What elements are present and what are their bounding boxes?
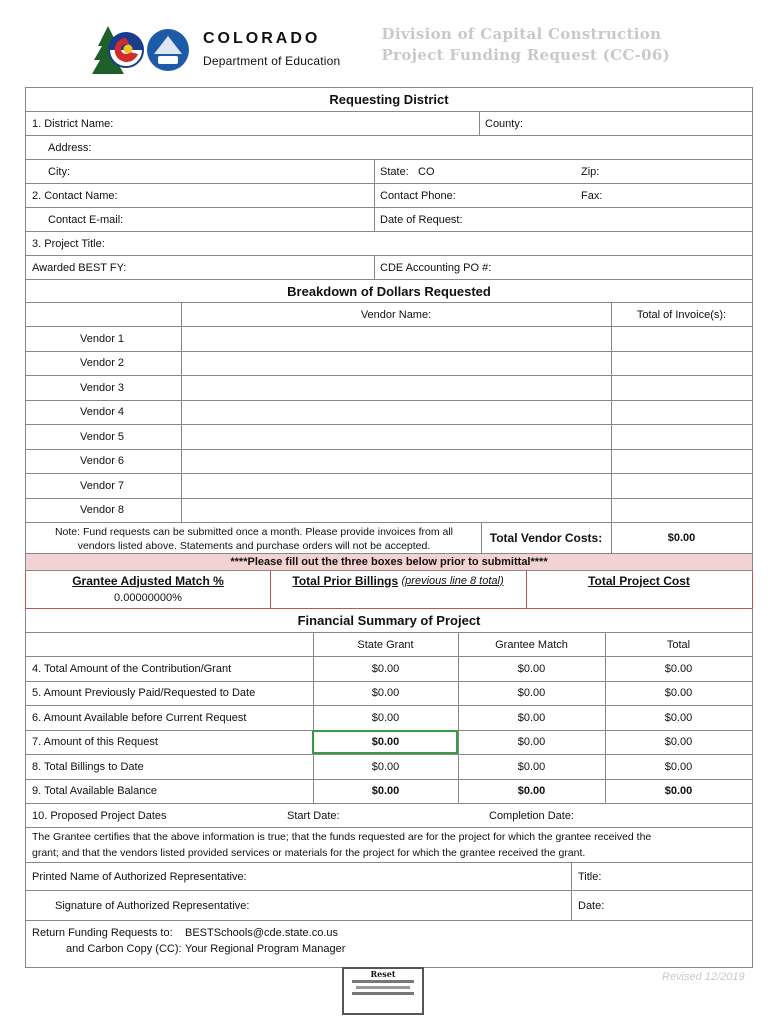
vendor-name-field[interactable] [182,450,610,474]
row-total-vendor [26,523,752,554]
title-field[interactable] [608,863,751,890]
vendor-row [26,450,752,475]
row-vendor-header [26,303,752,327]
col-state-grant: State Grant [357,638,414,651]
vendor-label: Vendor 3 [80,381,125,394]
row-proposed-dates [26,804,752,828]
vendor-row [26,474,752,499]
printed-name-label: Printed Name of Authorized Representative: [32,870,247,883]
note-line-2: vendors listed above. Statements and purchase orders will not be accepted. [77,540,431,552]
vendor-label: Vendor 8 [80,504,125,517]
financial-row-label: 5. Amount Previously Paid/Requested to Date [32,687,256,700]
return-email[interactable]: BESTSchools@cde.state.co.us [185,926,339,939]
vendor-invoice-field[interactable] [612,450,752,474]
financial-row [26,682,752,707]
vendor-label: Vendor 5 [80,430,125,443]
district-name-field[interactable] [33,112,475,135]
financial-row [26,780,752,805]
cc-label: and Carbon Copy (CC): [66,942,182,955]
date-of-request-field[interactable] [471,208,751,231]
current-request-highlight [312,730,458,754]
cde-po-label: CDE Accounting PO #: [380,261,492,274]
title-line-2: Project Funding Request (CC-06) [381,46,670,64]
vendor-row [26,499,752,524]
page-header [0,0,770,86]
vendor-rows [26,327,752,523]
row-city [26,160,752,184]
colorado-logo-icon [92,26,148,74]
state-grant-value: $0.00 [371,760,400,773]
document-title [382,24,670,66]
financial-row-label: 4. Total Amount of the Contribution/Grant [32,662,232,675]
note-line-1: Note: Fund requests can be submitted once a month. Please provide invoices from all [54,526,454,538]
financial-row [26,706,752,731]
state-grant-value: $0.00 [371,711,400,724]
stamp-title: Reset [370,969,396,979]
date-label: Date: [578,899,605,912]
financial-row-label: 8. Total Billings to Date [32,760,144,773]
state-grant-value[interactable]: $0.00 [371,736,400,749]
vendor-name-field[interactable] [182,376,610,400]
county-field[interactable] [526,112,751,135]
section-title: Financial Summary of Project [297,613,481,628]
title-label: Title: [578,870,602,883]
grantee-match-value: $0.00 [517,736,546,749]
prior-billings-label: Total Prior Billings [292,573,399,588]
vendor-name-field[interactable] [182,474,610,498]
state-label: State: [380,165,409,178]
vendor-name-field[interactable] [182,327,610,351]
awarded-best-fy-label: Awarded BEST FY: [32,261,127,274]
district-name-label: 1. District Name: [32,117,114,130]
date-of-request-label: Date of Request: [380,213,463,226]
vendor-label: Vendor 7 [80,479,125,492]
total-value: $0.00 [664,785,693,798]
state-grant-value: $0.00 [371,662,400,675]
stamp-graphic-icon [348,978,418,1000]
start-date-field[interactable] [351,804,481,827]
financial-row [26,731,752,756]
vendor-row [26,425,752,450]
vendor-invoice-field[interactable] [612,327,752,351]
row-certification [26,828,752,863]
total-project-cost-label: Total Project Cost [588,573,690,588]
project-title-field[interactable] [121,232,751,255]
row-signature [26,891,752,921]
total-vendor-value: $0.00 [667,532,696,544]
total-invoice-header: Total of Invoice(s): [636,308,727,321]
fund-request-note [30,523,478,553]
row-financial-header [26,633,752,657]
prior-billings-heading [270,571,526,590]
reset-stamp-button[interactable] [342,967,424,1015]
vendor-invoice-field[interactable] [612,352,752,376]
total-value: $0.00 [664,760,693,773]
col-grantee-match: Grantee Match [495,638,568,651]
contact-name-label: 2. Contact Name: [32,189,118,202]
financial-row [26,755,752,780]
financial-rows [26,657,752,804]
fax-label: Fax: [581,189,603,202]
contact-name-field[interactable] [136,184,372,207]
total-value: $0.00 [664,736,693,749]
revised-date: Revised 12/2019 [662,971,745,983]
return-label: Return Funding Requests to: [32,926,173,939]
row-return [26,921,752,968]
brand-block [203,30,340,68]
prior-billings-field[interactable] [272,590,524,606]
section-financial-summary [26,609,752,633]
completion-date-field[interactable] [586,804,751,827]
vendor-label: Vendor 2 [80,357,125,370]
awarded-best-fy-field[interactable] [136,256,372,279]
zip-label: Zip: [581,165,600,178]
vendor-name-field[interactable] [182,352,610,376]
financial-row-label: 6. Amount Available before Current Request [32,711,247,724]
row-address [26,136,752,160]
submittal-warning: ****Please fill out the three boxes below prior to submittal**** [230,556,548,568]
row-contact-name [26,184,752,208]
vendor-row [26,352,752,377]
vendor-row [26,327,752,352]
funding-request-form [25,87,753,968]
printed-name-field[interactable] [276,863,569,890]
completion-date-label: Completion Date: [489,809,574,822]
signature-field[interactable] [276,891,569,920]
financial-row-label: 7. Amount of this Request [32,736,158,749]
row-project-title [26,232,752,256]
contact-phone-label: Contact Phone: [380,189,456,202]
state-grant-value: $0.00 [371,785,400,798]
row-district [26,112,752,136]
row-awarded [26,256,752,280]
vendor-name-field[interactable] [182,425,610,449]
grantee-match-value[interactable]: 0.00000000% [114,592,182,604]
grantee-match-label: Grantee Adjusted Match % [72,573,224,588]
row-printed-name [26,863,752,891]
section-title: Requesting District [329,92,449,107]
vendor-label: Vendor 6 [80,455,125,468]
start-date-label: Start Date: [287,809,340,822]
vendor-name-field[interactable] [182,401,610,425]
city-label: City: [48,165,70,178]
section-breakdown [26,280,752,303]
vendor-name-field[interactable] [182,499,610,523]
row-contact-email [26,208,752,232]
cde-po-field[interactable] [501,256,751,279]
grantee-match-value: $0.00 [517,785,546,798]
county-label: County: [485,117,523,130]
total-value: $0.00 [664,687,693,700]
total-vendor-label: Total Vendor Costs: [489,531,603,545]
grantee-match-value: $0.00 [517,760,546,773]
certification-text [32,828,748,862]
grantee-match-value: $0.00 [517,687,546,700]
city-field[interactable] [76,160,372,183]
vendor-invoice-field[interactable] [612,376,752,400]
state-grant-value: $0.00 [371,687,400,700]
vendor-row [26,401,752,426]
col-total: Total [666,638,691,651]
vendor-name-header: Vendor Name: [360,308,432,321]
section-requesting-district [26,88,752,112]
address-label: Address: [48,141,92,154]
contact-email-label: Contact E-mail: [48,213,124,226]
row-warning [26,554,752,571]
vendor-label: Vendor 4 [80,406,125,419]
fax-field[interactable] [608,184,751,207]
certify-line-1: The Grantee certifies that the above information is true; that the funds requested are for the project for which the grantee received the [32,831,652,843]
total-value: $0.00 [664,662,693,675]
brand-name: COLORADO [203,30,321,47]
certify-line-2: grant; and that the vendors listed provided services or materials for the project for which the grantee received the grant. [32,847,586,859]
title-line-1: Division of Capital Construction [381,25,662,43]
vendor-invoice-field[interactable] [612,474,752,498]
vendor-invoice-field[interactable] [612,499,752,523]
date-field[interactable] [611,891,751,920]
brand-subtitle: Department of Education [203,54,341,68]
prior-billings-note: (previous line 8 total) [401,574,504,587]
address-field[interactable] [96,136,751,159]
signature-label: Signature of Authorized Representative: [55,899,250,912]
total-value: $0.00 [664,711,693,724]
cc-value: Your Regional Program Manager [185,942,346,955]
section-title: Breakdown of Dollars Requested [287,283,491,299]
vendor-row [26,376,752,401]
vendor-label: Vendor 1 [80,332,125,345]
contact-phone-field[interactable] [466,184,576,207]
row-three-boxes [25,571,753,609]
vendor-invoice-field[interactable] [612,425,752,449]
cde-badge-icon [146,28,190,72]
proposed-dates-label: 10. Proposed Project Dates [32,809,167,822]
project-title-label: 3. Project Title: [32,237,105,250]
financial-row-label: 9. Total Available Balance [32,785,157,798]
total-project-cost-field[interactable] [528,590,750,606]
vendor-invoice-field[interactable] [612,401,752,425]
contact-email-field[interactable] [136,208,372,231]
financial-row [26,657,752,682]
grantee-match-value: $0.00 [517,711,546,724]
state-value: CO [418,165,435,178]
zip-field[interactable] [606,160,751,183]
grantee-match-value: $0.00 [517,662,546,675]
